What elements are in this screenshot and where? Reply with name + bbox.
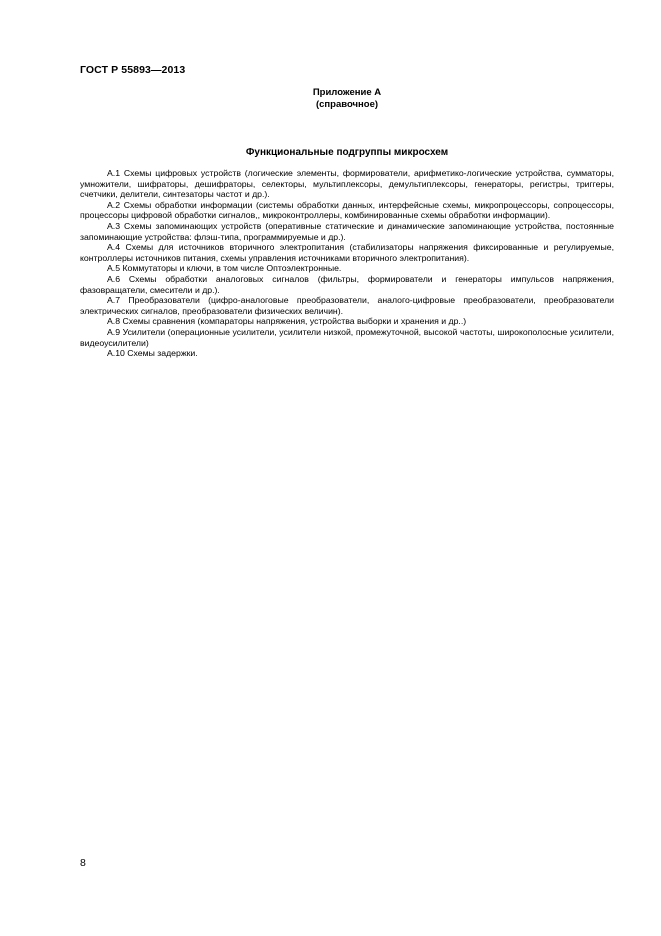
paragraph-a1: А.1 Схемы цифровых устройств (логические элементы, формирователи, арифметико-логические устройства, сумматоры, умножители, шифраторы, дешифраторы, селекторы, мультиплексоры, демультиплексоры, генераторы, регистры, триггеры, счетчики, делители, синтезаторы частот и др.).	[80, 168, 614, 200]
paragraph-a5: А.5 Коммутаторы и ключи, в том числе Оптоэлектронные.	[107, 263, 342, 274]
paragraph-a9: А.9 Усилители (операционные усилители, усилители низкой, промежуточной, высокой частоты, широкополосные усилители, видеоусилители)	[80, 326, 614, 348]
paragraph-a10: А.10 Схемы задержки.	[107, 348, 198, 359]
paragraph-a3: А.3 Схемы запоминающих устройств (оперативные статические и динамические запоминающие устройства, постоянные запоминающие устройства: флэш-типа, программируемые и др.).	[80, 220, 614, 242]
page-number: 8	[80, 857, 86, 869]
appendix-body	[80, 168, 614, 359]
appendix-title: Приложение А	[312, 87, 382, 98]
paragraph-a8: А.8 Схемы сравнения (компараторы напряжения, устройства выборки и хранения и др..)	[107, 316, 467, 327]
appendix-type: (справочное)	[315, 99, 379, 110]
paragraph-a6: А.6 Схемы обработки аналоговых сигналов (фильтры, формирователи и генераторы импульсов напряжения, фазовращатели, смесители и др.).	[80, 273, 614, 295]
paragraph-a7: А.7 Преобразователи (цифро-аналоговые преобразователи, аналого-цифровые преобразователи, преобразователи электрических сигналов, преобразователи физических величин).	[80, 295, 614, 316]
document-code: ГОСТ Р 55893—2013	[80, 64, 186, 76]
section-title: Функциональные подгруппы микросхем	[245, 147, 449, 158]
appendix-heading	[80, 87, 614, 111]
paragraph-a4: А.4 Схемы для источников вторичного электропитания (стабилизаторы напряжения фиксированные и регулируемые, контроллеры источников питания, схемы управления источниками вторичного электропитания).	[80, 242, 614, 263]
paragraph-a2: А.2 Схемы обработки информации (системы обработки данных, интерфейсные схемы, микропроцессоры, сопроцессоры, процессоры цифровой обработки сигналов,, микроконтроллеры, комбинированные схемы обработки информации).	[80, 199, 614, 221]
